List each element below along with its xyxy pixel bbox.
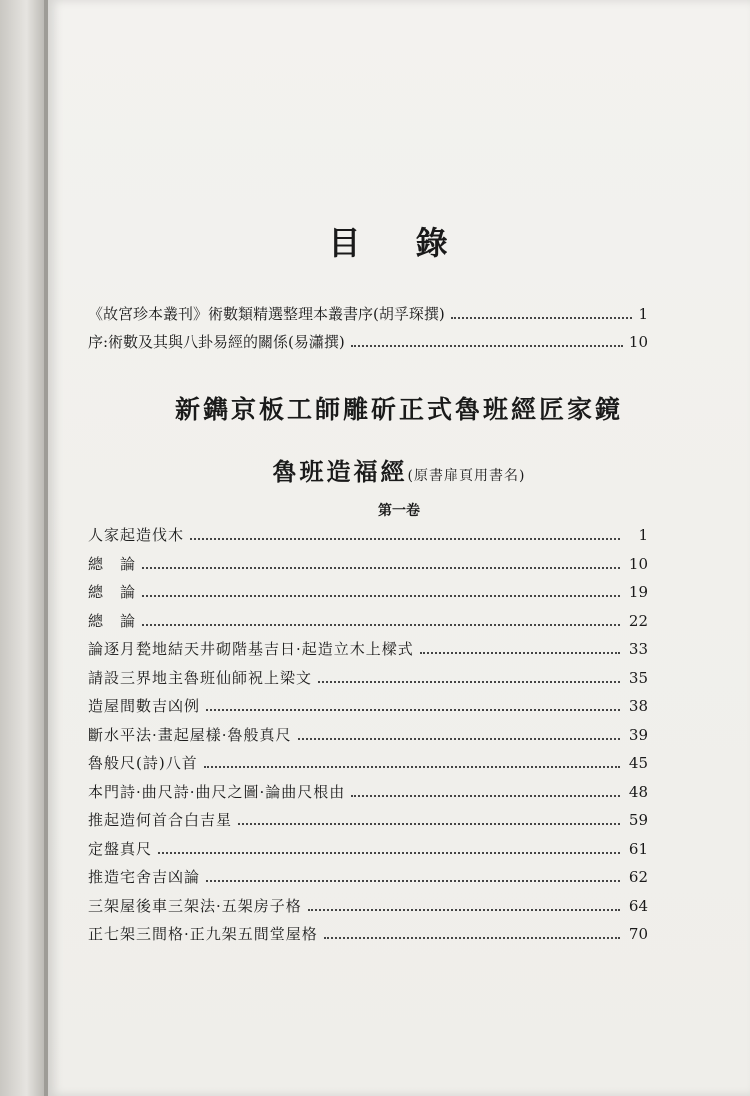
leader-dots: [142, 595, 620, 597]
toc-entry: [88, 923, 648, 952]
leader-dots: [351, 345, 623, 347]
sub-title: [48, 452, 750, 487]
toc-entry-title: 總 論: [88, 611, 137, 630]
leader-dots: [142, 624, 620, 626]
toc-entry-title: 魯般尺(詩)八首: [88, 754, 198, 772]
leader-dots: [206, 880, 620, 882]
toc-entry: [88, 610, 648, 639]
toc-page-number: 45: [628, 754, 648, 772]
preface-title: 《故宮珍本叢刊》術數類精選整理本叢書序(胡孚琛撰): [88, 305, 445, 323]
toc-entry: [88, 895, 648, 924]
facing-page-edge: [0, 0, 44, 1096]
toc-entry-title: 請設三界地主魯班仙師祝上梁文: [88, 668, 313, 687]
leader-dots: [204, 766, 620, 768]
book-title: 新鐫京板工師雕斫正式魯班經匠家鏡: [174, 395, 623, 424]
preface-entry: [88, 331, 648, 352]
leader-dots: [190, 538, 620, 540]
sub-title-main: 魯班造福經: [272, 458, 408, 486]
toc-entry-title: 推起造何首合白吉星: [88, 811, 233, 829]
volume-heading: 第一卷: [378, 503, 420, 519]
sub-title-note: (原書扉頁用書名): [407, 468, 526, 484]
toc-page-number: 35: [628, 668, 648, 687]
leader-dots: [298, 738, 620, 740]
preface-page-number: 10: [628, 333, 648, 351]
toc-page-number: 48: [628, 782, 648, 801]
leader-dots: [158, 852, 620, 854]
toc-entry-title: 斷水平法·畫起屋樣·魯般真尺: [88, 725, 292, 744]
toc-entry: [88, 695, 648, 724]
toc-entry: [88, 752, 648, 781]
toc-list: [88, 524, 648, 952]
preface-title: 序:術數及其與八卦易經的關係(易瀟撰): [88, 333, 345, 351]
leader-dots: [324, 937, 620, 939]
toc-page-number: 38: [628, 697, 648, 715]
toc-entry-title: 正七架三間格·正九架五間堂屋格: [88, 925, 318, 943]
leader-dots: [206, 709, 620, 711]
toc-entry: [88, 553, 648, 582]
toc-page-number: 19: [628, 583, 648, 601]
toc-page-number: 61: [628, 839, 648, 858]
preface-entry: [88, 303, 648, 324]
document-page: [48, 0, 750, 1096]
toc-entry: [88, 638, 648, 667]
toc-page-number: 39: [628, 725, 648, 744]
toc-entry-title: 人家起造伐木: [88, 526, 185, 544]
toc-entry-title: 三架屋後車三架法·五架房子格: [88, 896, 302, 915]
toc-entry-title: 本門詩·曲尺詩·曲尺之圖·論曲尺根由: [88, 782, 346, 801]
toc-entry: [88, 809, 648, 838]
toc-entry-title: 造屋間數吉凶例: [88, 697, 201, 715]
toc-entry-title: 總 論: [88, 554, 137, 573]
leader-dots: [451, 317, 633, 319]
toc-page-number: 64: [628, 896, 648, 915]
toc-page-number: 62: [628, 868, 648, 886]
toc-entry-title: 論逐月甃地結天井砌階基吉日·起造立木上樑式: [88, 640, 414, 658]
toc-entry: [88, 866, 648, 895]
toc-entry: [88, 724, 648, 753]
leader-dots: [351, 795, 620, 797]
leader-dots: [420, 652, 620, 654]
toc-entry: [88, 667, 648, 696]
toc-page-number: 33: [628, 640, 648, 658]
toc-entry: [88, 524, 648, 553]
toc-entry-title: 推造宅舍吉凶論: [88, 868, 201, 886]
toc-entry-title: 總 論: [88, 583, 137, 601]
toc-entry: [88, 581, 648, 610]
toc-entry: [88, 781, 648, 810]
preface-page-number: 1: [638, 305, 648, 323]
toc-entry-title: 定盤真尺: [88, 839, 153, 858]
page-title: 目 錄: [328, 224, 470, 262]
toc-page-number: 10: [628, 554, 648, 573]
toc-page-number: 1: [638, 526, 648, 544]
toc-entry: [88, 838, 648, 867]
toc-page-number: 59: [628, 811, 648, 829]
leader-dots: [142, 567, 620, 569]
leader-dots: [238, 823, 620, 825]
toc-page-number: 22: [628, 611, 648, 630]
leader-dots: [318, 681, 620, 683]
leader-dots: [308, 909, 620, 911]
toc-page-number: 70: [628, 925, 648, 943]
